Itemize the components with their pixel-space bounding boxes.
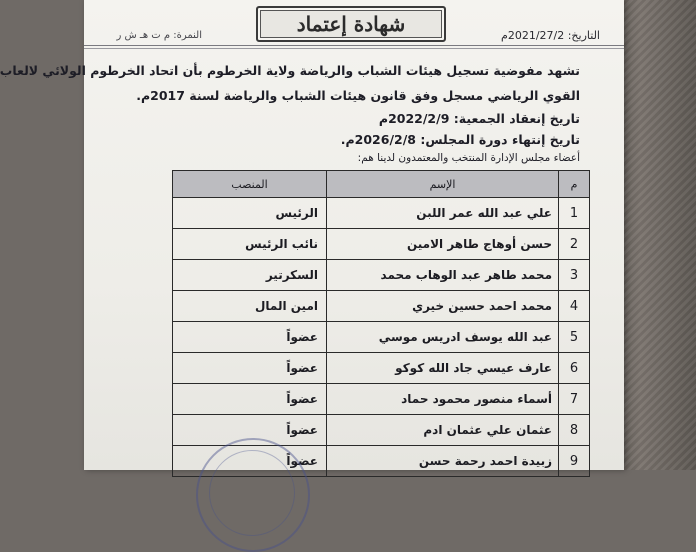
header-position: المنصب xyxy=(173,171,327,197)
member-name: عارف عيسي جاد الله كوكو xyxy=(327,353,559,383)
header-divider-secondary xyxy=(84,48,624,49)
official-stamp-inner-ring xyxy=(209,450,295,536)
row-number: 6 xyxy=(569,360,579,376)
member-position: امين المال xyxy=(173,291,327,321)
table-row xyxy=(173,352,589,383)
row-number: 5 xyxy=(569,329,579,345)
certificate-statement-line-1: تشهد مفوضية تسجيل هيئات الشباب والرياضة ولاية الخرطوم بأن اتحاد الخرطوم الولائي لالعاب xyxy=(0,63,580,78)
member-position: عضواً xyxy=(173,446,327,476)
table-row xyxy=(173,383,589,414)
header-divider xyxy=(84,45,624,46)
table-row xyxy=(173,321,589,352)
table-row xyxy=(173,197,589,228)
table-row xyxy=(173,259,589,290)
member-name: عثمان علي عثمان ادم xyxy=(327,415,559,445)
members-intro: أعضاء مجلس الإدارة المنتخب والمعتمدون لدينا هم: xyxy=(357,152,580,164)
member-name: أسماء منصور محمود حماد xyxy=(327,384,559,414)
member-position: عضواً xyxy=(173,415,327,445)
row-number: 9 xyxy=(569,453,579,469)
header-number: م xyxy=(570,177,578,191)
row-number: 4 xyxy=(569,298,579,314)
member-position: السكرتير xyxy=(173,260,327,290)
row-number: 3 xyxy=(569,267,579,283)
member-position: عضواً xyxy=(173,384,327,414)
certificate-statement-line-2: القوي الرياضي مسجل وفق قانون هيئات الشباب والرياضة لسنة 2017م. xyxy=(136,88,580,103)
member-position: نائب الرئيس xyxy=(173,229,327,259)
row-number: 7 xyxy=(569,391,579,407)
member-name: عبد الله يوسف ادريس موسي xyxy=(327,322,559,352)
board-members-table xyxy=(172,170,590,477)
title-frame xyxy=(256,6,446,42)
member-name: محمد طاهر عبد الوهاب محمد xyxy=(327,260,559,290)
table-header-row xyxy=(173,171,589,197)
member-position: عضواً xyxy=(173,322,327,352)
table-row xyxy=(173,228,589,259)
member-position: عضواً xyxy=(173,353,327,383)
reference-number: النمرة: م ت هـ ش ر xyxy=(116,30,202,41)
row-number: 1 xyxy=(569,205,579,221)
council-term-end: تاريخ إنتهاء دورة المجلس: 2026/2/8م. xyxy=(340,132,580,147)
member-name: زبيدة احمد رحمة حسن xyxy=(327,446,559,476)
document-title: شهادة إعتماد xyxy=(296,12,406,36)
issue-date: التاريخ: 2021/27/2م xyxy=(501,29,600,42)
member-position: الرئيس xyxy=(173,198,327,228)
row-number: 8 xyxy=(569,422,579,438)
table-row xyxy=(173,290,589,321)
header-name: الإسم xyxy=(327,171,559,197)
row-number: 2 xyxy=(569,236,579,252)
member-name: حسن أوهاج طاهر الامين xyxy=(327,229,559,259)
member-name: محمد احمد حسين خيري xyxy=(327,291,559,321)
member-name: علي عبد الله عمر اللبن xyxy=(327,198,559,228)
assembly-date: تاريخ إنعقاد الجمعية: 2022/2/9م xyxy=(378,111,580,126)
